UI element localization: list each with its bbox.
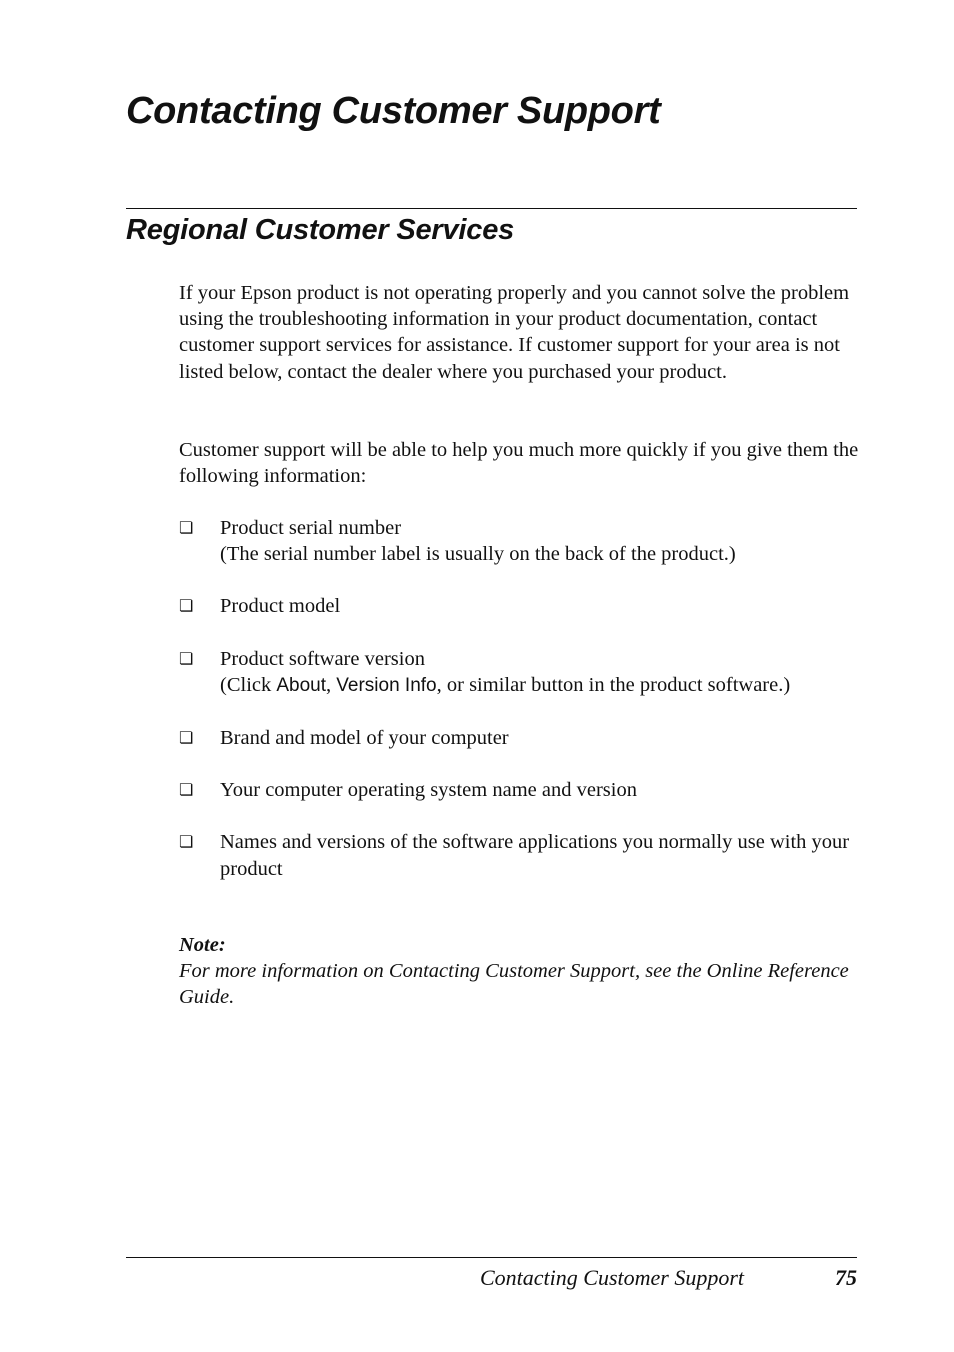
checkbox-icon: ❏ [179,518,194,537]
list-item-text: Product model [220,595,341,618]
note-label: Note: [179,934,226,956]
checkbox-icon: ❏ [179,728,194,748]
checkbox-icon: ❏ [179,596,194,616]
note-text: For more information on Contacting Customer Support, see the Online Reference Guide. [179,960,849,1009]
footer-running-title: Contacting Customer Support [480,1265,745,1290]
info-paragraph: Customer support will be able to help you much more quickly if you give them the following information: [179,439,859,488]
checkbox-icon: ❏ [179,832,194,852]
list-item-software-version [179,646,859,699]
list-item-text: Brand and model of your computer [220,727,509,750]
ui-term-version-info: Version Info [336,674,437,696]
page-title: Contacting Customer Support [126,90,661,132]
list-item-detail-prefix: (Click [220,673,277,696]
list-item-model [179,593,859,619]
checklist [179,515,859,908]
section-heading: Regional Customer Services [126,214,515,246]
list-item-separator: , [326,673,337,696]
checkbox-icon: ❏ [179,648,194,668]
page-number: 75 [835,1265,857,1290]
list-item-detail: (The serial number label is usually on the back of the product.) [220,543,736,566]
checkbox-icon: ❏ [179,780,194,800]
list-item-text: Product serial number [220,517,402,539]
list-item-text: Your computer operating system name and version [220,779,637,802]
list-item-serial-number [179,515,859,567]
list-item-text: Product software version [220,647,425,670]
list-item-computer-brand [179,725,859,751]
section-divider [126,208,857,209]
intro-paragraph: If your Epson product is not operating properly and you cannot solve the problem using the troubleshooting information in your product documentation, contact customer support services for assistance. If customer support for your area is not listed below, contact the dealer where you purchased your product. [179,282,850,383]
list-item-text: Names and versions of the software applications you normally use with your product [220,831,850,880]
ui-term-about: About [276,674,327,696]
note-block [179,932,859,1011]
footer-divider [126,1257,857,1258]
list-item-software-applications [179,829,859,881]
list-item-operating-system [179,777,859,803]
list-item-detail-suffix: , or similar button in the product software.) [436,673,791,696]
